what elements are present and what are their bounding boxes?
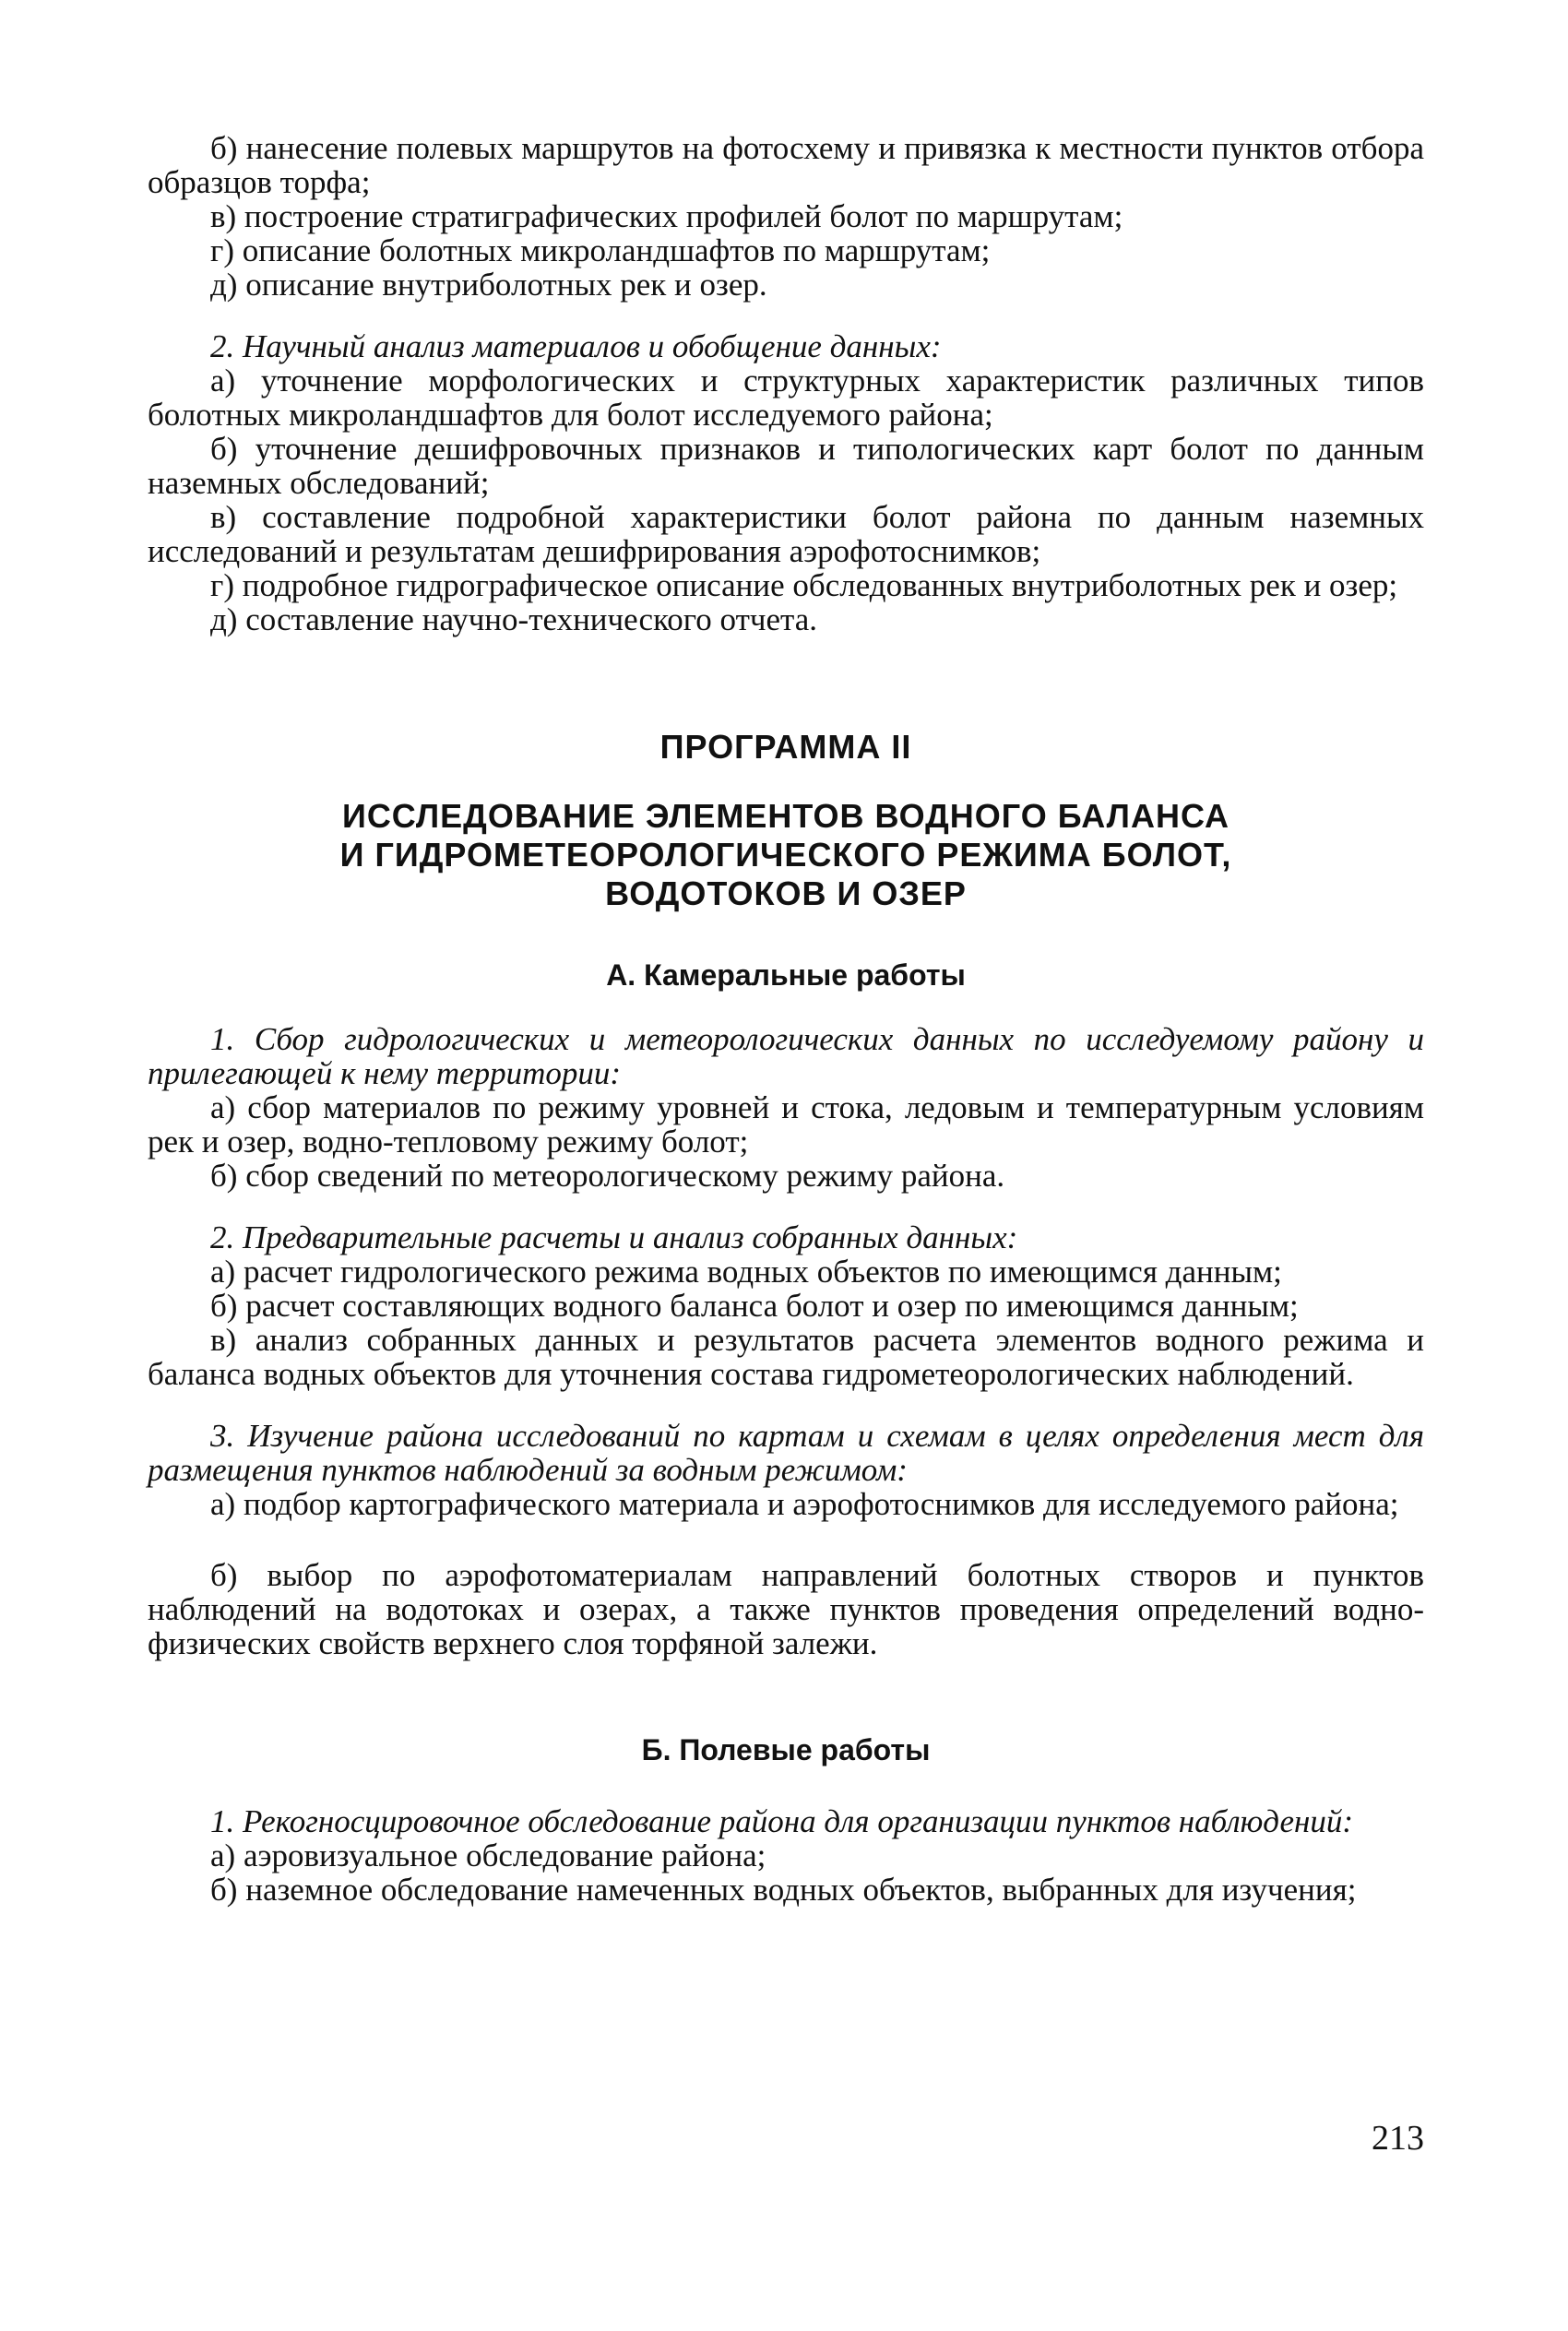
section-b-group-1 <box>148 1804 1424 1907</box>
program-subtitle-line: И ГИДРОМЕТЕОРОЛОГИЧЕСКОГО РЕЖИМА БОЛОТ, <box>339 836 1232 874</box>
list-item: в) составление подробной характеристики болот района по данным наземных исследований и результатам дешифрирования аэрофотоснимков; <box>148 499 1424 569</box>
program-title: ПРОГРАММА II <box>659 728 912 766</box>
list-item: г) описание болотных микроландшафтов по маршрутам; <box>210 232 991 268</box>
list-item: в) анализ собранных данных и результатов расчета элементов водного режима и баланса водных объектов для уточнения состава гидрометеорологических наблюдений. <box>148 1322 1424 1392</box>
analysis-block <box>148 329 1424 636</box>
list-item: б) нанесение полевых маршрутов на фотосхему и привязка к местности пунктов отбора образцов торфа; <box>148 130 1424 200</box>
top-list <box>148 131 1424 302</box>
section-a-heading: А. Камеральные работы <box>606 958 966 992</box>
group-heading: 1. Сбор гидрологических и метеорологических данных по исследуемому району и прилегающей к нему территории: <box>148 1021 1424 1091</box>
section-b-heading: Б. Полевые работы <box>641 1733 931 1766</box>
section-a-group-3 <box>148 1419 1424 1660</box>
page-number: 213 <box>1372 2119 1424 2158</box>
program-subtitle-line: ИССЛЕДОВАНИЕ ЭЛЕМЕНТОВ ВОДНОГО БАЛАНСА <box>341 797 1230 835</box>
list-item: д) составление научно-технического отчета. <box>210 601 818 637</box>
group-heading: 2. Предварительные расчеты и анализ собранных данных: <box>210 1219 1018 1255</box>
list-item: а) подбор картографического материала и аэрофотоснимков для исследуемого района; <box>210 1486 1399 1522</box>
list-item: б) выбор по аэрофотоматериалам направлений болотных створов и пунктов наблюдений на водотоках и озерах, а также пунктов проведения определений водно-физических свойств верхнего слоя торфяной залежи. <box>148 1557 1424 1661</box>
list-item: б) наземное обследование намеченных водных объектов, выбранных для изучения; <box>210 1872 1357 1908</box>
list-item: г) подробное гидрографическое описание обследованных внутриболотных рек и озер; <box>210 567 1398 603</box>
section-a-group-1 <box>148 1022 1424 1193</box>
group-heading: 1. Рекогносцировочное обследование района для организации пунктов наблюдений: <box>210 1803 1353 1839</box>
group-heading: 3. Изучение района исследований по картам и схемам в целях определения мест для размещения пунктов наблюдений за водным режимом: <box>148 1418 1424 1488</box>
list-item: а) сбор материалов по режиму уровней и стока, ледовым и температурным условиям рек и озер, водно-тепловому режиму болот; <box>148 1089 1424 1160</box>
program-subtitle-line: ВОДОТОКОВ И ОЗЕР <box>605 874 967 912</box>
list-item: д) описание внутриболотных рек и озер. <box>210 267 767 303</box>
page-body <box>148 131 1424 1907</box>
section-a-group-2 <box>148 1220 1424 1391</box>
list-item: б) расчет составляющих водного баланса болот и озер по имеющимся данным; <box>210 1288 1299 1324</box>
analysis-heading: 2. Научный анализ материалов и обобщение данных: <box>210 328 942 364</box>
list-item: а) аэровизуальное обследование района; <box>210 1837 766 1873</box>
list-item: в) построение стратиграфических профилей болот по маршрутам; <box>210 198 1123 234</box>
list-item: а) расчет гидрологического режима водных объектов по имеющимся данным; <box>210 1254 1282 1290</box>
list-item: а) уточнение морфологических и структурных характеристик различных типов болотных микроландшафтов для болот исследуемого района; <box>148 363 1424 433</box>
list-item: б) уточнение дешифровочных признаков и типологических карт болот по данным наземных обследований; <box>148 431 1424 501</box>
list-item: б) сбор сведений по метеорологическому режиму района. <box>210 1158 1005 1194</box>
